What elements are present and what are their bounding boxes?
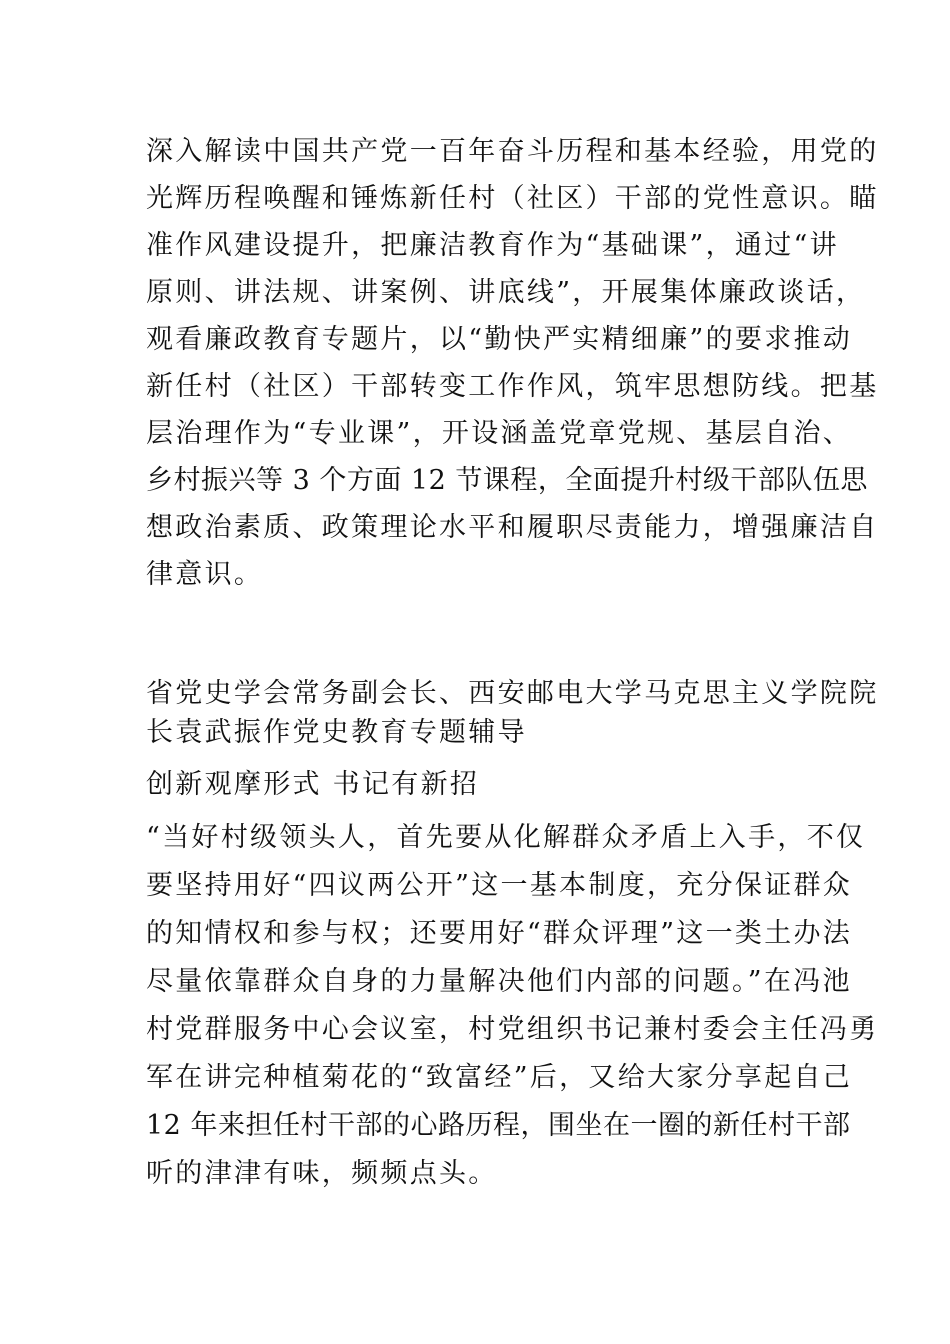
paragraph-2-line-5: 村党群服务中心会议室，村党组织书记兼村委会主任冯勇 (146, 1014, 879, 1045)
paragraph-1-line-9: 想政治素质、政策理论水平和履职尽责能力，增强廉洁自 (146, 512, 879, 543)
paragraph-1-line-6: 新任村（社区）干部转变工作作风，筑牢思想防线。把基 (146, 371, 879, 402)
section-heading: 创新观摩形式 书记有新招 (146, 769, 480, 800)
paragraph-1-line-7: 层治理作为“专业课”，开设涵盖党章党规、基层自治、 (146, 418, 853, 449)
paragraph-2-line-6: 军在讲完种植菊花的“致富经”后，又给大家分享起自己 (146, 1062, 853, 1093)
paragraph-2-line-8: 听的津津有味，频频点头。 (146, 1158, 498, 1189)
paragraph-2-line-2: 要坚持用好“四议两公开”这一基本制度，充分保证群众 (146, 870, 853, 901)
paragraph-2-line-1: “当好村级领头人，首先要从化解群众矛盾上入手，不仅 (146, 822, 866, 853)
paragraph-2-line-7: 12 年来担任村干部的心路历程，围坐在一圈的新任村干部 (146, 1110, 851, 1141)
paragraph-1-line-2: 光辉历程唤醒和锤炼新任村（社区）干部的党性意识。瞄 (146, 183, 879, 214)
paragraph-2-line-4: 尽量依靠群众自身的力量解决他们内部的问题。”在冯池 (146, 966, 852, 997)
paragraph-1-line-1: 深入解读中国共产党一百年奋斗历程和基本经验，用党的 (146, 136, 879, 167)
photo-caption-line-1: 省党史学会常务副会长、西安邮电大学马克思主义学院院 (146, 678, 879, 709)
paragraph-1-line-10: 律意识。 (146, 559, 264, 590)
paragraph-1-line-3: 准作风建设提升，把廉洁教育作为“基础课”，通过“讲 (146, 230, 839, 261)
photo-caption-line-2: 长袁武振作党史教育专题辅导 (146, 717, 527, 748)
paragraph-1-line-5: 观看廉政教育专题片，以“勤快严实精细廉”的要求推动 (146, 324, 853, 355)
paragraph-2-line-3: 的知情权和参与权；还要用好“群众评理”这一类土办法 (146, 918, 853, 949)
paragraph-1-line-8: 乡村振兴等 3 个方面 12 节课程，全面提升村级干部队伍思 (146, 465, 868, 496)
paragraph-1-line-4: 原则、讲法规、讲案例、讲底线”，开展集体廉政谈话， (146, 277, 866, 308)
